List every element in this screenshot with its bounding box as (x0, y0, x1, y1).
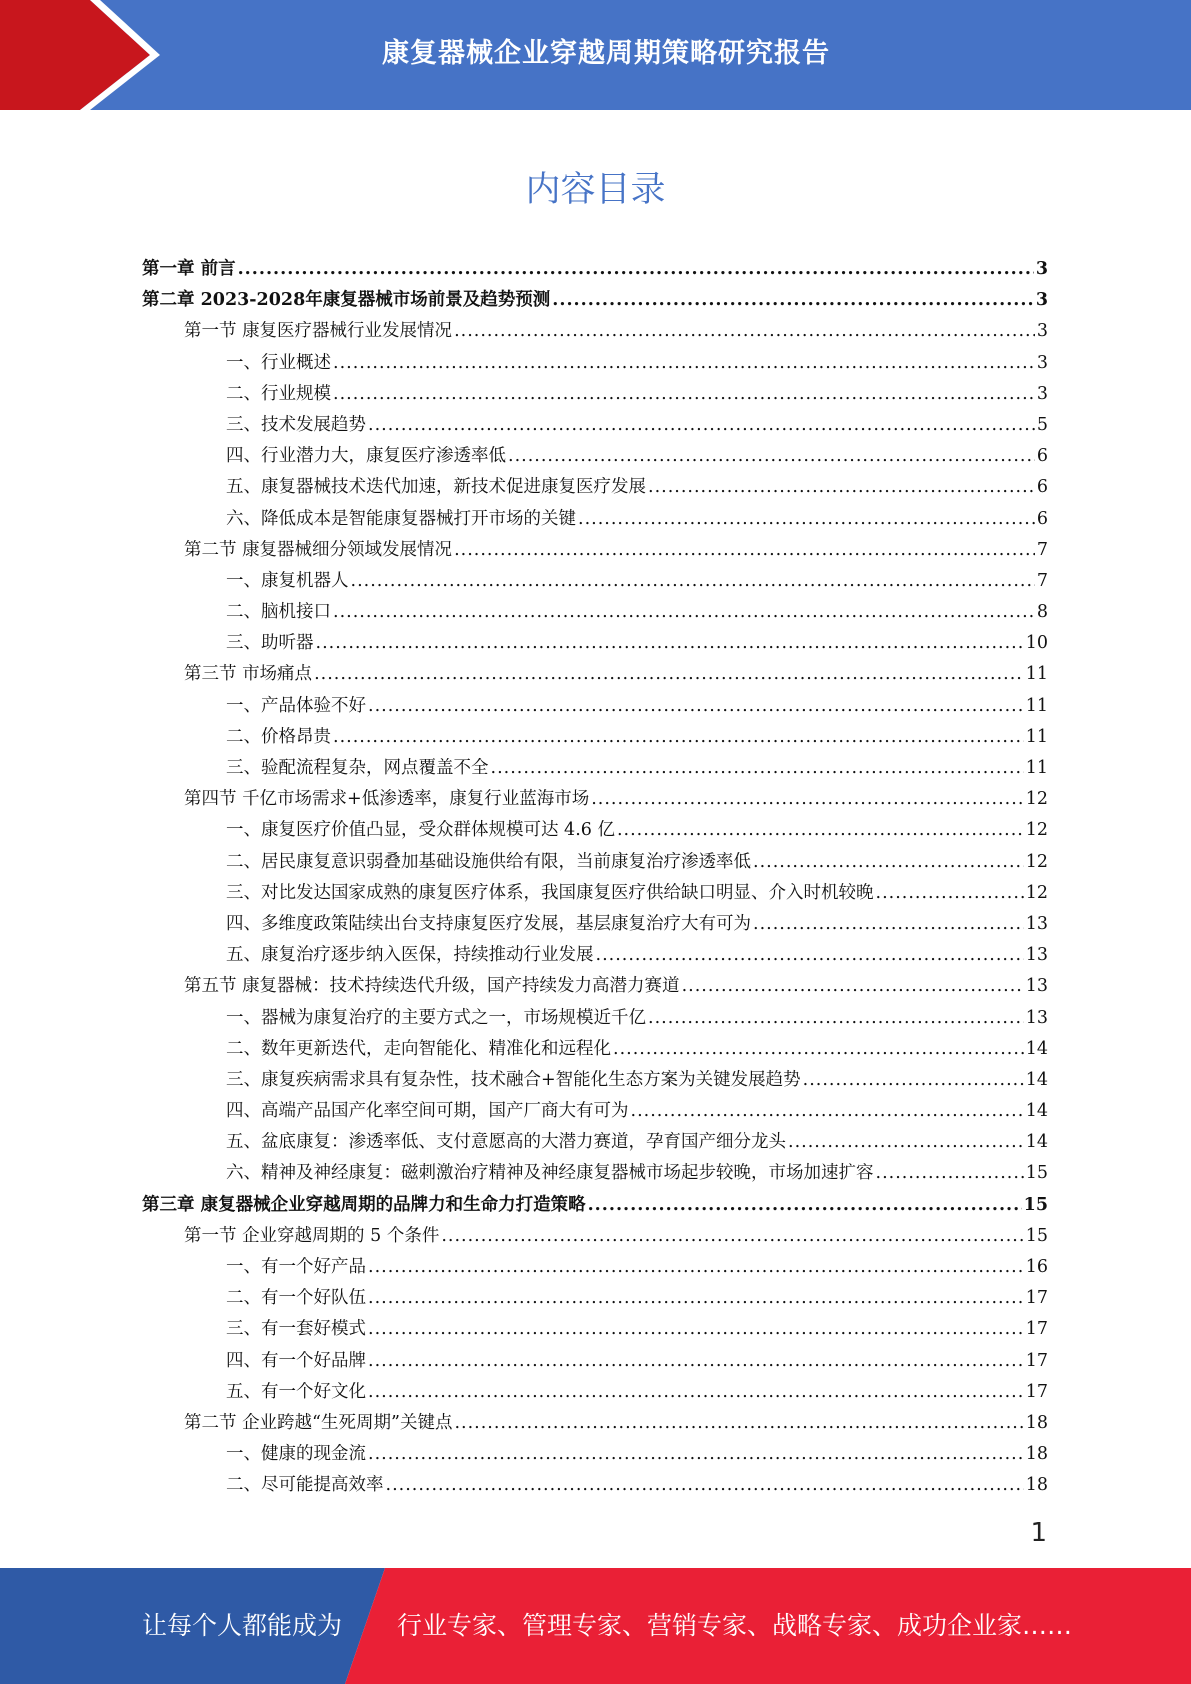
toc-entry[interactable] (142, 971, 1048, 1002)
toc-entry[interactable] (142, 1314, 1048, 1345)
toc-dot-leader (803, 1065, 1024, 1096)
toc-entry[interactable] (142, 348, 1048, 379)
toc-entry[interactable] (142, 1377, 1048, 1408)
toc-dot-leader (441, 1221, 1023, 1252)
toc-entry-title: 五、有一个好文化 (226, 1381, 366, 1402)
toc-entry-page: 12 (1025, 820, 1048, 841)
toc-entry[interactable] (142, 441, 1048, 472)
toc-entry-page: 13 (1025, 913, 1048, 934)
toc-entry-page: 11 (1025, 726, 1048, 747)
toc-entry-title: 五、盆底康复：渗透率低、支付意愿高的大潜力赛道，孕育国产细分龙头 (226, 1132, 786, 1153)
toc-entry[interactable] (142, 566, 1048, 597)
toc-entry-title: 二、居民康复意识弱叠加基础设施供给有限，当前康复治疗渗透率低 (226, 851, 751, 872)
toc-entry-page: 16 (1025, 1257, 1048, 1277)
toc-entry-title: 六、降低成本是智能康复器械打开市场的关键 (226, 508, 576, 529)
toc-entry[interactable] (142, 1096, 1048, 1127)
toc-entry-title: 一、产品体验不好 (226, 695, 366, 716)
toc-dot-leader (333, 722, 1024, 753)
toc-entry[interactable] (142, 1190, 1048, 1221)
toc-entry-title: 一、行业概述 (226, 352, 331, 373)
toc-entry-title: 第三章 康复器械企业穿越周期的品牌力和生命力打造策略 (142, 1194, 586, 1215)
toc-dot-leader (613, 1034, 1024, 1065)
toc-entry[interactable] (142, 1158, 1048, 1189)
toc-dot-leader (454, 316, 1035, 347)
toc-entry[interactable] (142, 379, 1048, 410)
toc-entry[interactable] (142, 254, 1048, 285)
toc-dot-leader (591, 784, 1023, 815)
toc-dot-leader (316, 628, 1024, 659)
toc-entry-page: 8 (1036, 602, 1048, 623)
toc-dot-leader (552, 285, 1034, 316)
toc-entry[interactable] (142, 316, 1048, 347)
toc-entry-title: 一、器械为康复治疗的主要方式之一，市场规模近千亿 (226, 1007, 646, 1028)
toc-entry-page: 18 (1025, 1444, 1048, 1465)
toc-entry-page: 3 (1036, 352, 1048, 373)
toc-entry[interactable] (142, 1470, 1048, 1501)
toc-entry-page: 17 (1025, 1319, 1048, 1340)
toc-entry-page: 12 (1025, 789, 1048, 810)
toc-entry[interactable] (142, 691, 1048, 722)
toc-dot-leader (617, 815, 1024, 846)
report-title: 康复器械企业穿越周期策略研究报告 (382, 37, 830, 69)
toc-entry-page: 14 (1025, 1069, 1048, 1090)
toc-dot-leader (351, 566, 1035, 597)
toc-entry-title: 二、尽可能提高效率 (226, 1475, 384, 1496)
toc-entry-page: 18 (1025, 1412, 1048, 1433)
toc-entry-page: 3 (1036, 383, 1048, 404)
page-number: 1 (1030, 1518, 1047, 1548)
toc-entry[interactable] (142, 659, 1048, 690)
toc-entry[interactable] (142, 722, 1048, 753)
toc-dot-leader (682, 971, 1024, 1002)
toc-entry-page: 3 (1035, 259, 1048, 279)
toc-entry-title: 一、健康的现金流 (226, 1444, 366, 1465)
toc-entry-title: 一、康复医疗价值凸显，受众群体规模可达 4.6 亿 (226, 820, 615, 841)
toc-entry-page: 11 (1025, 664, 1048, 685)
toc-dot-leader (238, 254, 1034, 285)
toc-entry-page: 6 (1036, 508, 1048, 529)
toc-entry-title: 三、对比发达国家成熟的康复医疗体系，我国康复医疗供给缺口明显、介入时机较晚 (226, 882, 874, 903)
toc-entry-page: 12 (1025, 851, 1048, 872)
toc-dot-leader (788, 1127, 1024, 1158)
toc-dot-leader (648, 472, 1035, 503)
toc-dot-leader (368, 1377, 1024, 1408)
toc-entry-page: 13 (1025, 945, 1048, 966)
header-banner (0, 0, 1191, 110)
toc-dot-leader (368, 410, 1035, 441)
toc-entry-title: 四、行业潜力大，康复医疗渗透率低 (226, 446, 506, 467)
toc-entry-title: 四、多维度政策陆续出台支持康复医疗发展，基层康复治疗大有可为 (226, 913, 751, 934)
toc-entry[interactable] (142, 1003, 1048, 1034)
toc-entry-page: 7 (1036, 570, 1048, 591)
toc-entry-page: 6 (1036, 446, 1048, 467)
toc-entry[interactable] (142, 1346, 1048, 1377)
toc-entry-title: 五、康复器械技术迭代加速，新技术促进康复医疗发展 (226, 477, 646, 498)
toc-entry[interactable] (142, 1283, 1048, 1314)
toc-entry-page: 5 (1036, 414, 1048, 435)
toc-entry[interactable] (142, 1127, 1048, 1158)
toc-dot-leader (368, 1314, 1024, 1345)
toc-entry-page: 17 (1025, 1288, 1048, 1309)
toc-entry[interactable] (142, 940, 1048, 971)
toc-dot-leader (386, 1470, 1024, 1501)
toc-entry-title: 五、康复治疗逐步纳入医保，持续推动行业发展 (226, 945, 594, 966)
toc-entry[interactable] (142, 753, 1048, 784)
toc-entry-page: 17 (1025, 1381, 1048, 1402)
toc-dot-leader (314, 659, 1024, 690)
toc-entry-title: 第一节 康复医疗器械行业发展情况 (184, 321, 453, 342)
toc-entry[interactable] (142, 628, 1048, 659)
toc-entry[interactable] (142, 1065, 1048, 1096)
toc-dot-leader (631, 1096, 1024, 1127)
toc-heading: 内容目录 (525, 170, 666, 210)
toc-entry-page: 11 (1025, 695, 1048, 716)
toc-entry-page: 6 (1036, 477, 1048, 498)
toc-dot-leader (333, 597, 1035, 628)
toc-dot-leader (753, 847, 1024, 878)
footer-slogan-left: 让每个人都能成为 (142, 1611, 343, 1640)
toc-entry[interactable] (142, 472, 1048, 503)
footer-slogan-right: 行业专家、管理专家、营销专家、战略专家、成功企业家…… (397, 1611, 1073, 1640)
toc-entry-title: 第四节 千亿市场需求+低渗透率，康复行业蓝海市场 (184, 789, 590, 810)
toc-entry-title: 三、康复疾病需求具有复杂性，技术融合+智能化生态方案为关键发展趋势 (226, 1069, 801, 1090)
toc-entry-title: 第一章 前言 (142, 259, 236, 279)
toc-dot-leader (368, 1346, 1024, 1377)
toc-entry-title: 二、脑机接口 (226, 602, 331, 623)
toc-entry[interactable] (142, 1439, 1048, 1470)
toc-entry-title: 六、精神及神经康复：磁刺激治疗精神及神经康复器械市场起步较晚，市场加速扩容 (226, 1163, 874, 1184)
toc-dot-leader (876, 878, 1024, 909)
toc-dot-leader (876, 1158, 1024, 1189)
toc-entry-page: 12 (1025, 882, 1048, 903)
toc-entry-title: 第二节 康复器械细分领域发展情况 (184, 539, 453, 560)
toc-entry-title: 三、技术发展趋势 (226, 414, 366, 435)
toc-entry[interactable] (142, 847, 1048, 878)
toc-dot-leader (454, 535, 1035, 566)
toc-entry-page: 14 (1025, 1038, 1048, 1059)
toc-entry[interactable] (142, 878, 1048, 909)
table-of-contents (142, 254, 1048, 1502)
toc-entry-page: 3 (1035, 290, 1048, 311)
toc-entry[interactable] (142, 784, 1048, 815)
toc-dot-leader (753, 909, 1024, 940)
toc-entry-title: 二、价格昂贵 (226, 726, 331, 747)
toc-dot-leader (368, 1252, 1024, 1283)
toc-entry-page: 10 (1025, 633, 1048, 654)
toc-entry-page: 14 (1025, 1101, 1048, 1122)
toc-dot-leader (648, 1003, 1024, 1034)
toc-dot-leader (368, 691, 1024, 722)
toc-entry-title: 第三节 市场痛点 (184, 664, 313, 685)
toc-entry[interactable] (142, 285, 1048, 316)
toc-entry-title: 二、有一个好队伍 (226, 1288, 366, 1309)
toc-entry[interactable] (142, 410, 1048, 441)
footer-banner (0, 1568, 1191, 1684)
toc-entry-page: 11 (1025, 758, 1048, 778)
toc-entry-title: 三、验配流程复杂，网点覆盖不全 (226, 758, 489, 778)
toc-dot-leader (333, 348, 1035, 379)
toc-entry-page: 17 (1025, 1350, 1048, 1371)
toc-entry[interactable] (142, 1221, 1048, 1252)
toc-dot-leader (596, 940, 1024, 971)
toc-entry-page: 15 (1025, 1225, 1048, 1246)
toc-entry-title: 一、康复机器人 (226, 570, 349, 591)
toc-entry-title: 第五节 康复器械：技术持续迭代升级，国产持续发力高潜力赛道 (184, 976, 680, 997)
toc-entry-page: 13 (1025, 976, 1048, 997)
toc-entry-title: 二、行业规模 (226, 383, 331, 404)
toc-entry-title: 三、有一套好模式 (226, 1319, 366, 1340)
toc-entry-title: 第二节 企业跨越“生死周期”关键点 (184, 1412, 453, 1433)
toc-entry-page: 7 (1036, 539, 1048, 560)
toc-entry-title: 第二章 2023-2028年康复器械市场前景及趋势预测 (142, 290, 551, 311)
toc-dot-leader (368, 1283, 1024, 1314)
toc-entry-title: 四、高端产品国产化率空间可期，国产厂商大有可为 (226, 1101, 629, 1122)
toc-entry[interactable] (142, 815, 1048, 846)
toc-entry-title: 一、有一个好产品 (226, 1257, 366, 1277)
toc-dot-leader (588, 1190, 1022, 1221)
toc-entry-page: 13 (1025, 1007, 1048, 1028)
toc-entry[interactable] (142, 1252, 1048, 1283)
toc-dot-leader (454, 1408, 1023, 1439)
toc-entry[interactable] (142, 504, 1048, 535)
toc-dot-leader (491, 753, 1024, 784)
toc-entry[interactable] (142, 535, 1048, 566)
toc-entry-page: 3 (1036, 321, 1048, 342)
toc-entry-title: 三、助听器 (226, 633, 314, 654)
toc-entry-title: 二、数年更新迭代，走向智能化、精准化和远程化 (226, 1038, 611, 1059)
toc-entry-page: 18 (1025, 1475, 1048, 1496)
toc-entry[interactable] (142, 909, 1048, 940)
toc-dot-leader (368, 1439, 1024, 1470)
toc-entry-page: 15 (1025, 1163, 1048, 1184)
toc-dot-leader (333, 379, 1035, 410)
toc-entry[interactable] (142, 597, 1048, 628)
toc-entry-title: 第一节 企业穿越周期的 5 个条件 (184, 1225, 440, 1246)
toc-dot-leader (508, 441, 1035, 472)
toc-entry-page: 14 (1025, 1132, 1048, 1153)
toc-dot-leader (578, 504, 1035, 535)
toc-entry[interactable] (142, 1408, 1048, 1439)
toc-entry[interactable] (142, 1034, 1048, 1065)
toc-entry-title: 四、有一个好品牌 (226, 1350, 366, 1371)
toc-entry-page: 15 (1023, 1194, 1048, 1215)
